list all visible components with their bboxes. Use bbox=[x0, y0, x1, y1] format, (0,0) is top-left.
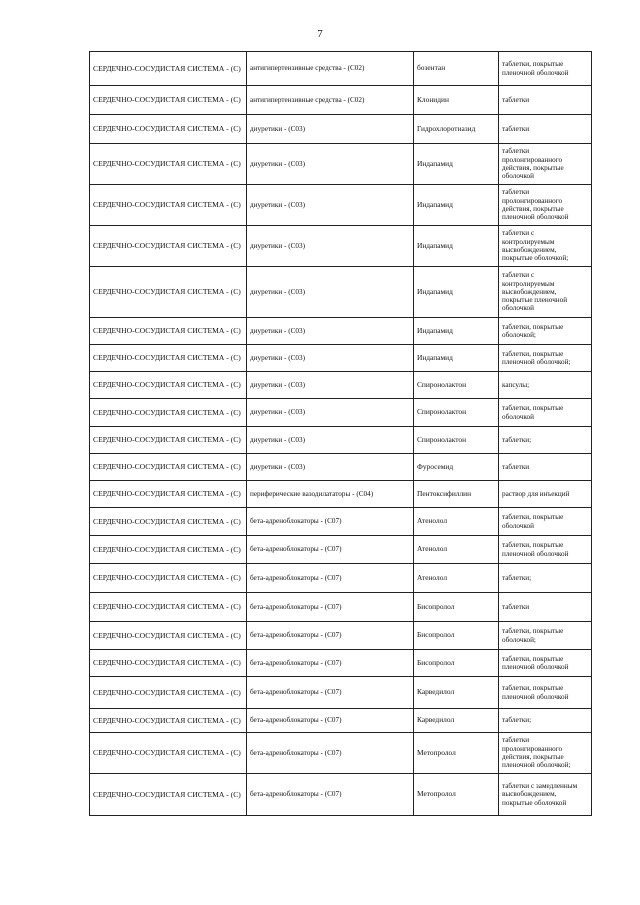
dosage-form-cell: таблетки, покрытые оболочкой bbox=[499, 508, 592, 536]
drug-group-cell: диуретики - (С03) bbox=[247, 115, 414, 144]
drug-name-cell: Клонидин bbox=[414, 86, 499, 115]
drug-group-cell: периферические вазодилататоры - (С04) bbox=[247, 481, 414, 508]
table-row bbox=[90, 185, 592, 226]
table-row bbox=[90, 115, 592, 144]
drug-name-cell: Бисопролол bbox=[414, 593, 499, 622]
drug-group-cell: диуретики - (С03) bbox=[247, 454, 414, 481]
table-row bbox=[90, 481, 592, 508]
drug-group-cell: диуретики - (С03) bbox=[247, 267, 414, 318]
drug-group-cell: диуретики - (С03) bbox=[247, 427, 414, 454]
table-row bbox=[90, 622, 592, 650]
dosage-form-cell: таблетки пролонгированного действия, покрытые оболочкой bbox=[499, 144, 592, 185]
dosage-form-cell: таблетки с контролируемым высвобождением, покрытые пленочной оболочкой bbox=[499, 267, 592, 318]
system-cell: СЕРДЕЧНО-СОСУДИСТАЯ СИСТЕМА - (С) bbox=[90, 564, 247, 593]
drug-name-cell: Атенолол bbox=[414, 536, 499, 564]
dosage-form-cell: таблетки; bbox=[499, 564, 592, 593]
system-cell: СЕРДЕЧНО-СОСУДИСТАЯ СИСТЕМА - (С) bbox=[90, 115, 247, 144]
dosage-form-cell: таблетки bbox=[499, 454, 592, 481]
drug-list-table bbox=[89, 51, 592, 816]
drug-name-cell: Индапамид bbox=[414, 185, 499, 226]
drug-name-cell: Бисопролол bbox=[414, 650, 499, 677]
drug-group-cell: бета-адреноблокаторы - (С07) bbox=[247, 709, 414, 733]
dosage-form-cell: таблетки с замедленным высвобождением, покрытые оболочкой bbox=[499, 774, 592, 816]
table-row bbox=[90, 454, 592, 481]
system-cell: СЕРДЕЧНО-СОСУДИСТАЯ СИСТЕМА - (С) bbox=[90, 86, 247, 115]
dosage-form-cell: раствор для инъекций bbox=[499, 481, 592, 508]
drug-group-cell: бета-адреноблокаторы - (С07) bbox=[247, 733, 414, 774]
drug-name-cell: Атенолол bbox=[414, 564, 499, 593]
table-row bbox=[90, 677, 592, 709]
drug-name-cell: Метопролол bbox=[414, 774, 499, 816]
dosage-form-cell: таблетки bbox=[499, 115, 592, 144]
system-cell: СЕРДЕЧНО-СОСУДИСТАЯ СИСТЕМА - (С) bbox=[90, 52, 247, 86]
dosage-form-cell: таблетки пролонгированного действия, покрытые пленочной оболочкой; bbox=[499, 733, 592, 774]
table-row bbox=[90, 267, 592, 318]
table-row bbox=[90, 564, 592, 593]
system-cell: СЕРДЕЧНО-СОСУДИСТАЯ СИСТЕМА - (С) bbox=[90, 733, 247, 774]
table-row bbox=[90, 593, 592, 622]
system-cell: СЕРДЕЧНО-СОСУДИСТАЯ СИСТЕМА - (С) bbox=[90, 536, 247, 564]
table-row bbox=[90, 52, 592, 86]
system-cell: СЕРДЕЧНО-СОСУДИСТАЯ СИСТЕМА - (С) bbox=[90, 774, 247, 816]
table-row bbox=[90, 86, 592, 115]
dosage-form-cell: таблетки, покрытые оболочкой; bbox=[499, 318, 592, 345]
table-row bbox=[90, 345, 592, 372]
table-row bbox=[90, 226, 592, 267]
system-cell: СЕРДЕЧНО-СОСУДИСТАЯ СИСТЕМА - (С) bbox=[90, 593, 247, 622]
system-cell: СЕРДЕЧНО-СОСУДИСТАЯ СИСТЕМА - (С) bbox=[90, 185, 247, 226]
drug-name-cell: Индапамид bbox=[414, 345, 499, 372]
system-cell: СЕРДЕЧНО-СОСУДИСТАЯ СИСТЕМА - (С) bbox=[90, 650, 247, 677]
drug-group-cell: бета-адреноблокаторы - (С07) bbox=[247, 622, 414, 650]
drug-name-cell: Карведилол bbox=[414, 709, 499, 733]
system-cell: СЕРДЕЧНО-СОСУДИСТАЯ СИСТЕМА - (С) bbox=[90, 226, 247, 267]
system-cell: СЕРДЕЧНО-СОСУДИСТАЯ СИСТЕМА - (С) bbox=[90, 267, 247, 318]
system-cell: СЕРДЕЧНО-СОСУДИСТАЯ СИСТЕМА - (С) bbox=[90, 427, 247, 454]
drug-group-cell: бета-адреноблокаторы - (С07) bbox=[247, 774, 414, 816]
drug-group-cell: бета-адреноблокаторы - (С07) bbox=[247, 564, 414, 593]
dosage-form-cell: таблетки, покрытые оболочкой; bbox=[499, 622, 592, 650]
drug-group-cell: диуретики - (С03) bbox=[247, 345, 414, 372]
drug-name-cell: Метопролол bbox=[414, 733, 499, 774]
drug-name-cell: Индапамид bbox=[414, 144, 499, 185]
drug-name-cell: Индапамид bbox=[414, 226, 499, 267]
table-row bbox=[90, 650, 592, 677]
drug-name-cell: Атенолол bbox=[414, 508, 499, 536]
drug-group-cell: диуретики - (С03) bbox=[247, 318, 414, 345]
system-cell: СЕРДЕЧНО-СОСУДИСТАЯ СИСТЕМА - (С) bbox=[90, 372, 247, 399]
drug-name-cell: Пентоксифиллин bbox=[414, 481, 499, 508]
system-cell: СЕРДЕЧНО-СОСУДИСТАЯ СИСТЕМА - (С) bbox=[90, 144, 247, 185]
dosage-form-cell: капсулы; bbox=[499, 372, 592, 399]
drug-group-cell: диуретики - (С03) bbox=[247, 144, 414, 185]
dosage-form-cell: таблетки, покрытые пленочной оболочкой; bbox=[499, 345, 592, 372]
table-row bbox=[90, 144, 592, 185]
drug-name-cell: Гидрохлоротиазид bbox=[414, 115, 499, 144]
table-row bbox=[90, 733, 592, 774]
dosage-form-cell: таблетки, покрытые оболочкой bbox=[499, 399, 592, 427]
table-row bbox=[90, 318, 592, 345]
drug-group-cell: антигипертензивные средства - (С02) bbox=[247, 52, 414, 86]
drug-name-cell: Индапамид bbox=[414, 267, 499, 318]
drug-name-cell: Бисопролол bbox=[414, 622, 499, 650]
drug-name-cell: Фуросемид bbox=[414, 454, 499, 481]
drug-name-cell: Спиронолактон bbox=[414, 427, 499, 454]
drug-name-cell: бозентан bbox=[414, 52, 499, 86]
system-cell: СЕРДЕЧНО-СОСУДИСТАЯ СИСТЕМА - (С) bbox=[90, 622, 247, 650]
system-cell: СЕРДЕЧНО-СОСУДИСТАЯ СИСТЕМА - (С) bbox=[90, 677, 247, 709]
table-row bbox=[90, 399, 592, 427]
table-row bbox=[90, 536, 592, 564]
table-row bbox=[90, 709, 592, 733]
table-row bbox=[90, 774, 592, 816]
table-row bbox=[90, 508, 592, 536]
system-cell: СЕРДЕЧНО-СОСУДИСТАЯ СИСТЕМА - (С) bbox=[90, 709, 247, 733]
dosage-form-cell: таблетки, покрытые пленочной оболочкой bbox=[499, 536, 592, 564]
dosage-form-cell: таблетки, покрытые пленочной оболочкой bbox=[499, 52, 592, 86]
system-cell: СЕРДЕЧНО-СОСУДИСТАЯ СИСТЕМА - (С) bbox=[90, 345, 247, 372]
table-row bbox=[90, 427, 592, 454]
drug-name-cell: Индапамид bbox=[414, 318, 499, 345]
drug-group-cell: бета-адреноблокаторы - (С07) bbox=[247, 650, 414, 677]
page-number: 7 bbox=[317, 28, 323, 40]
dosage-form-cell: таблетки с контролируемым высвобождением, покрытые оболочкой; bbox=[499, 226, 592, 267]
system-cell: СЕРДЕЧНО-СОСУДИСТАЯ СИСТЕМА - (С) bbox=[90, 318, 247, 345]
drug-name-cell: Карведилол bbox=[414, 677, 499, 709]
dosage-form-cell: таблетки bbox=[499, 593, 592, 622]
drug-group-cell: диуретики - (С03) bbox=[247, 185, 414, 226]
drug-group-cell: диуретики - (С03) bbox=[247, 226, 414, 267]
drug-group-cell: бета-адреноблокаторы - (С07) bbox=[247, 536, 414, 564]
dosage-form-cell: таблетки пролонгированного действия, покрытые пленочной оболочкой bbox=[499, 185, 592, 226]
drug-group-cell: бета-адреноблокаторы - (С07) bbox=[247, 677, 414, 709]
drug-group-cell: бета-адреноблокаторы - (С07) bbox=[247, 593, 414, 622]
table-row bbox=[90, 372, 592, 399]
system-cell: СЕРДЕЧНО-СОСУДИСТАЯ СИСТЕМА - (С) bbox=[90, 481, 247, 508]
drug-group-cell: диуретики - (С03) bbox=[247, 372, 414, 399]
dosage-form-cell: таблетки; bbox=[499, 709, 592, 733]
system-cell: СЕРДЕЧНО-СОСУДИСТАЯ СИСТЕМА - (С) bbox=[90, 454, 247, 481]
dosage-form-cell: таблетки, покрытые пленочной оболочкой bbox=[499, 650, 592, 677]
dosage-form-cell: таблетки bbox=[499, 86, 592, 115]
dosage-form-cell: таблетки, покрытые пленочной оболочкой bbox=[499, 677, 592, 709]
drug-name-cell: Спиронолактон bbox=[414, 399, 499, 427]
drug-group-cell: бета-адреноблокаторы - (С07) bbox=[247, 508, 414, 536]
dosage-form-cell: таблетки; bbox=[499, 427, 592, 454]
drug-group-cell: антигипертензивные средства - (С02) bbox=[247, 86, 414, 115]
system-cell: СЕРДЕЧНО-СОСУДИСТАЯ СИСТЕМА - (С) bbox=[90, 508, 247, 536]
drug-name-cell: Спиронолактон bbox=[414, 372, 499, 399]
system-cell: СЕРДЕЧНО-СОСУДИСТАЯ СИСТЕМА - (С) bbox=[90, 399, 247, 427]
drug-group-cell: диуретики - (С03) bbox=[247, 399, 414, 427]
